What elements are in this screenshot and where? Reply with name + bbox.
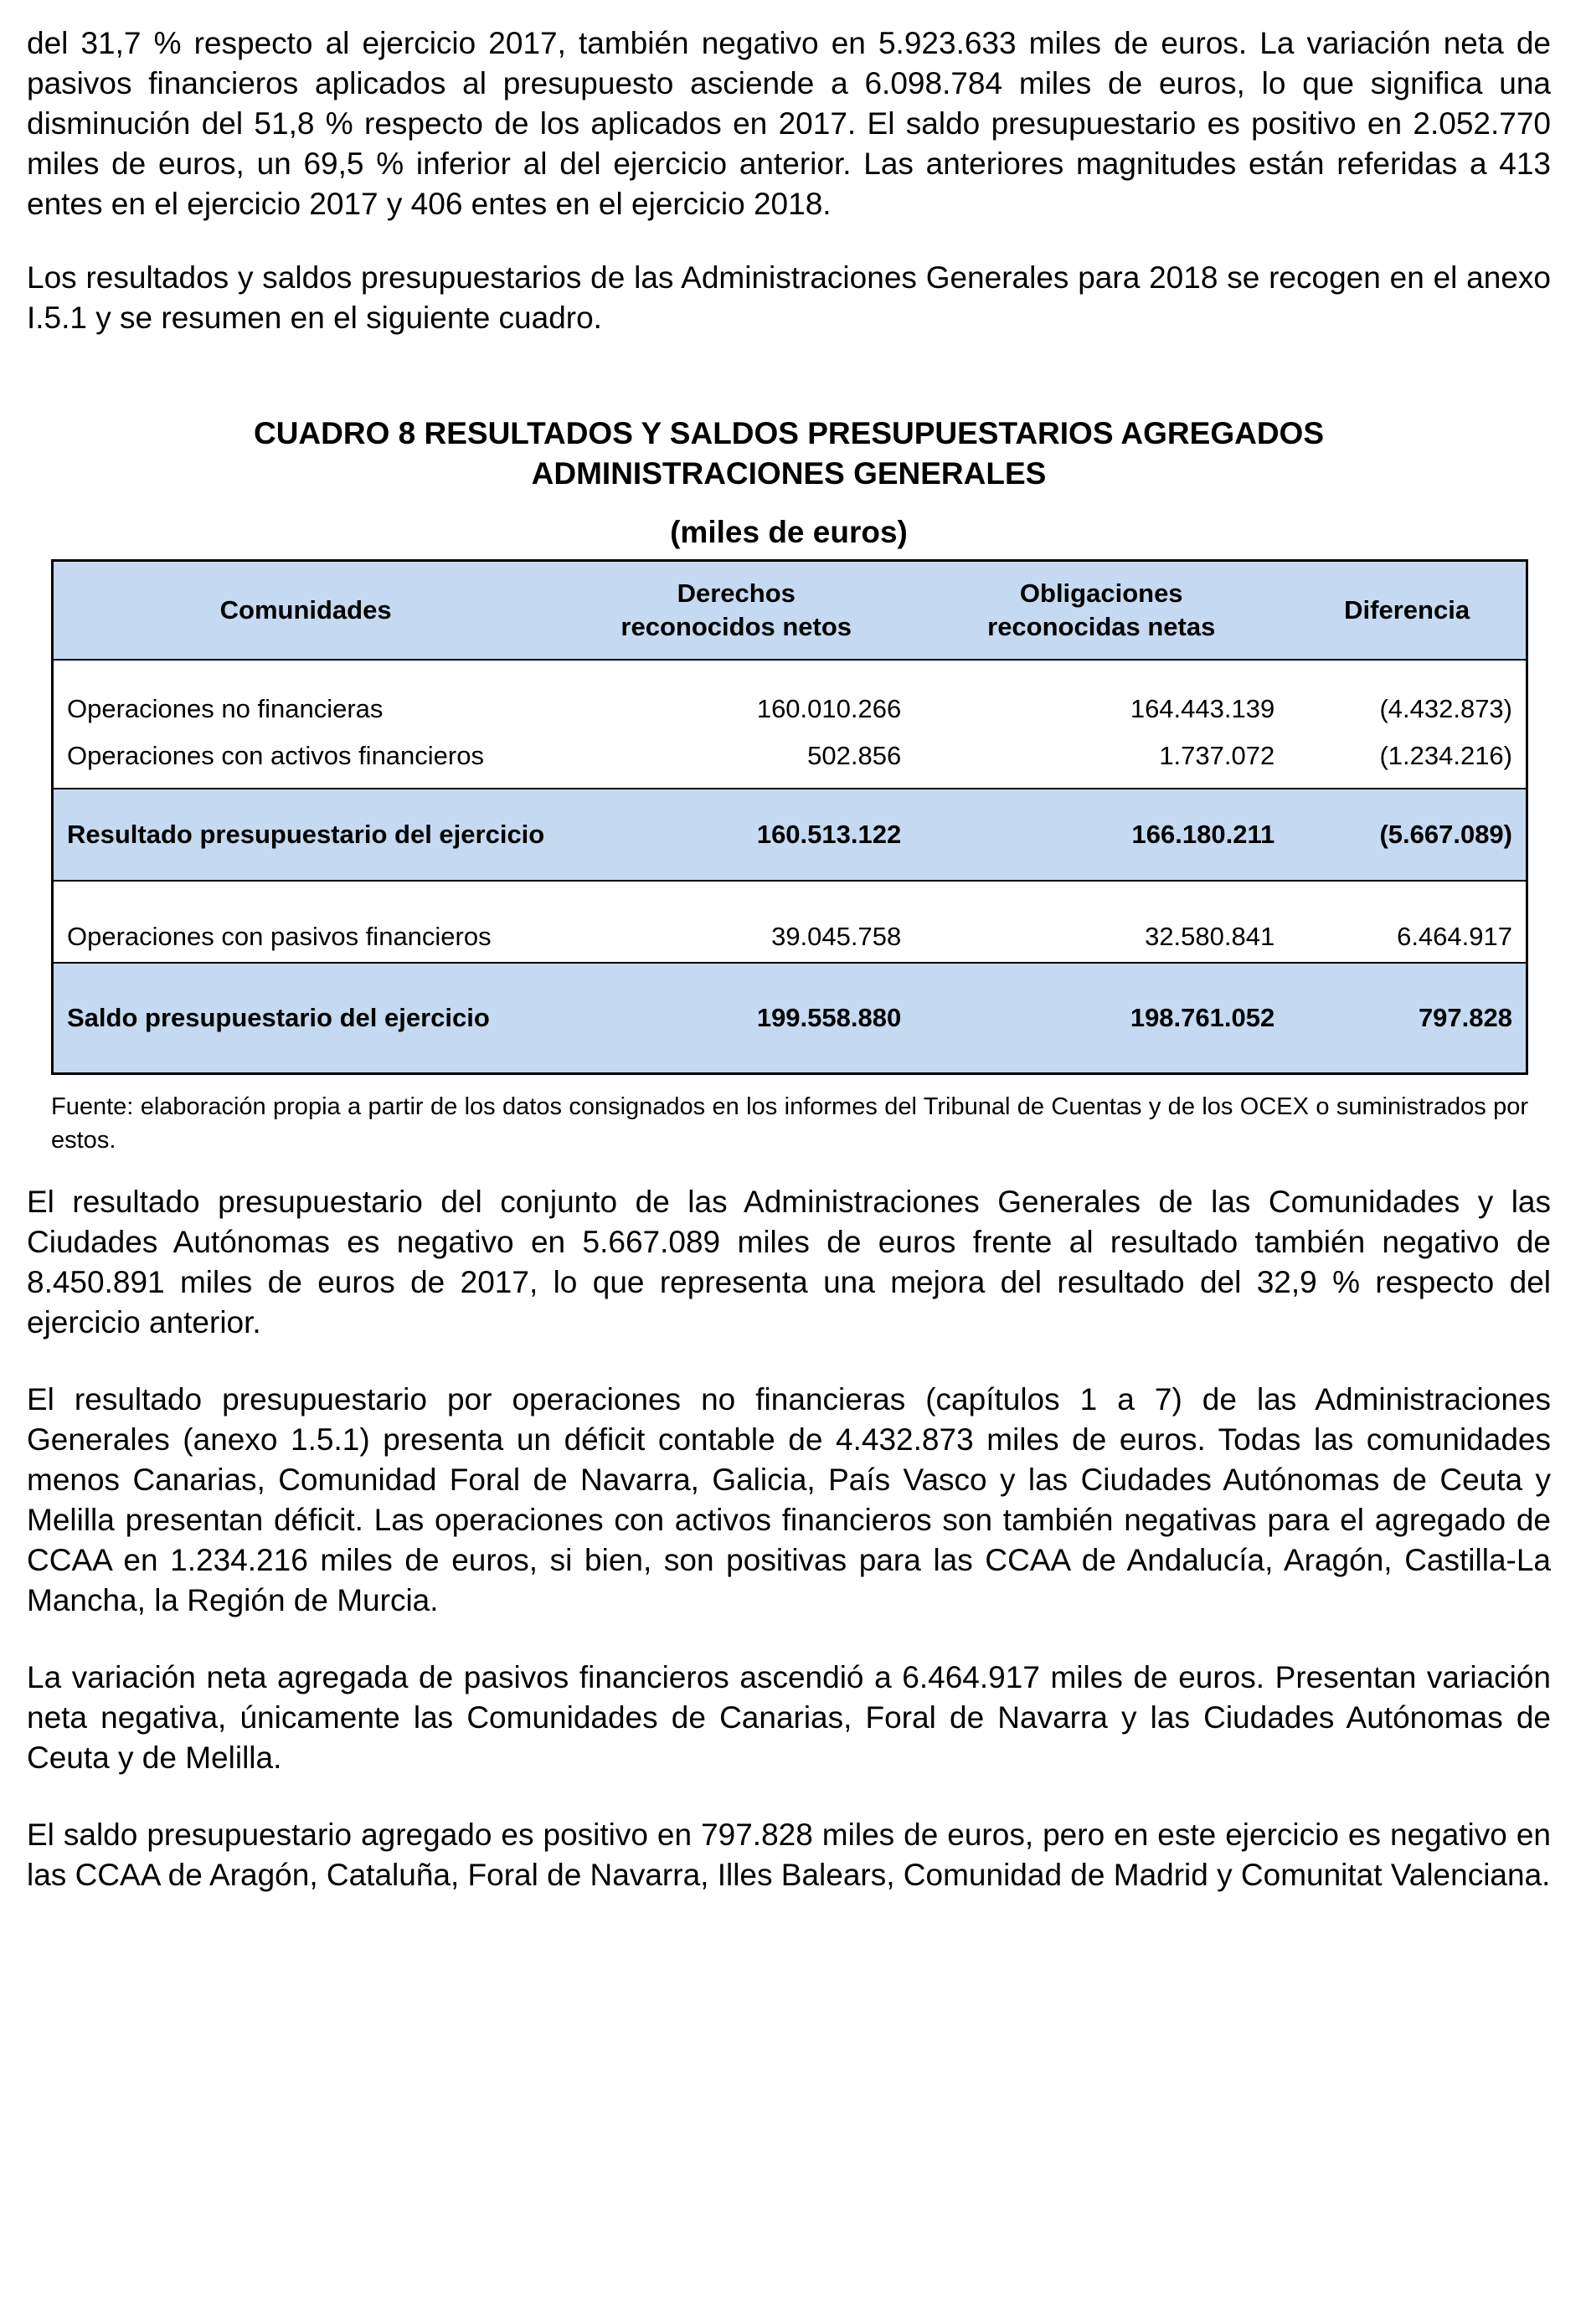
table-units: (miles de euros): [670, 515, 908, 549]
table-source-note: Fuente: elaboración propia a partir de los datos consignados en los informes del Tribunal de Cuentas y de los OCEX o suministrados por estos.: [51, 1093, 1528, 1154]
table-row: [53, 724, 1527, 789]
table-row-total-resultado: [53, 789, 1527, 881]
header-comunidades: Comunidades: [53, 561, 559, 661]
row-derechos: 160.010.266: [756, 694, 902, 723]
row-obligaciones: 1.737.072: [1159, 741, 1275, 770]
row-derechos: 160.513.122: [558, 789, 914, 881]
table-title-line2: ADMINISTRACIONES GENERALES: [531, 456, 1047, 491]
paragraph-table-intro: Los resultados y saldos presupuestarios de las Administraciones Generales para 2018 se recogen en el anexo I.5.1 y se resumen en el siguiente cuadro.: [27, 260, 1551, 335]
row-label: Operaciones con pasivos financieros: [67, 922, 492, 951]
row-label: Saldo presupuestario del ejercicio: [53, 963, 559, 1074]
row-obligaciones: 32.580.841: [1145, 922, 1275, 951]
header-derechos-line2: reconocidos netos: [620, 612, 852, 641]
header-derechos: [558, 561, 914, 661]
table-row-total-saldo: [53, 963, 1527, 1074]
header-obligaciones-line2: reconocidas netas: [987, 612, 1216, 641]
table-row: [53, 881, 1527, 963]
table-row: [53, 660, 1527, 724]
document-page: [27, 23, 1551, 1895]
row-diferencia: (5.667.089): [1288, 789, 1527, 881]
row-diferencia: 6.464.917: [1397, 922, 1512, 951]
row-diferencia: (1.234.216): [1379, 741, 1512, 770]
row-label: Operaciones con activos financieros: [67, 741, 484, 770]
table-title-line1: CUADRO 8 RESULTADOS Y SALDOS PRESUPUESTARIOS AGREGADOS: [253, 416, 1325, 450]
row-obligaciones: 198.761.052: [914, 963, 1288, 1074]
header-obligaciones-line1: Obligaciones: [1019, 578, 1183, 608]
table-header-row: [53, 561, 1527, 661]
paragraph-non-financial: El resultado presupuestario por operaciones no financieras (capítulos 1 a 7) de las Administraciones Generales (anexo 1.5.1) presenta un déficit contable de 4.432.873 miles de euros. Todas las comunidades menos Canarias, Comunidad Foral de Navarra, Galicia, País Vasco y las Ciudades Autónomas de Ceuta y Melilla presentan déficit. Las operaciones con activos financieros son también negativas para el agregado de CCAA en 1.234.216 miles de euros, si bien, son positivas para las CCAA de Andalucía, Aragón, Castilla-La Mancha, la Región de Murcia.: [27, 1382, 1551, 1617]
row-derechos: 199.558.880: [558, 963, 914, 1074]
row-derechos: 39.045.758: [771, 922, 902, 951]
row-label: Resultado presupuestario del ejercicio: [53, 789, 559, 881]
row-diferencia: (4.432.873): [1379, 694, 1512, 723]
header-obligaciones: [914, 561, 1288, 661]
row-derechos: 502.856: [807, 741, 902, 770]
row-obligaciones: 166.180.211: [914, 789, 1288, 881]
row-label: Operaciones no financieras: [67, 694, 384, 723]
paragraph-balance: El saldo presupuestario agregado es positivo en 797.828 miles de euros, pero en este ejercicio es negativo en las CCAA de Aragón, Cataluña, Foral de Navarra, Illes Balears, Comunidad de Madrid y Comunitat Valenciana.: [27, 1818, 1551, 1892]
row-obligaciones: 164.443.139: [1130, 694, 1275, 723]
budget-results-table: [51, 559, 1528, 1075]
paragraph-liabilities: La variación neta agregada de pasivos financieros ascendió a 6.464.917 miles de euros. Presentan variación neta negativa, únicamente las Comunidades de Canarias, Foral de Navarra y las Ciudades Autónomas de Ceuta y de Melilla.: [27, 1660, 1551, 1775]
header-diferencia: Diferencia: [1288, 561, 1527, 661]
paragraph-intro-continuation: del 31,7 % respecto al ejercicio 2017, también negativo en 5.923.633 miles de euros. La variación neta de pasivos financieros aplicados al presupuesto asciende a 6.098.784 miles de euros, lo que significa una disminución del 51,8 % respecto de los aplicados en 2017. El saldo presupuestario es positivo en 2.052.770 miles de euros, un 69,5 % inferior al del ejercicio anterior. Las anteriores magnitudes están referidas a 413 entes en el ejercicio 2017 y 406 entes en el ejercicio 2018.: [27, 26, 1551, 221]
header-derechos-line1: Derechos: [677, 578, 796, 608]
row-diferencia: 797.828: [1288, 963, 1527, 1074]
table-caption: [27, 414, 1551, 553]
paragraph-result: El resultado presupuestario del conjunto de las Administraciones Generales de las Comunidades y las Ciudades Autónomas es negativo en 5.667.089 miles de euros frente al resultado también negativo de 8.450.891 miles de euros de 2017, lo que representa una mejora del resultado del 32,9 % respecto del ejercicio anterior.: [27, 1185, 1551, 1339]
